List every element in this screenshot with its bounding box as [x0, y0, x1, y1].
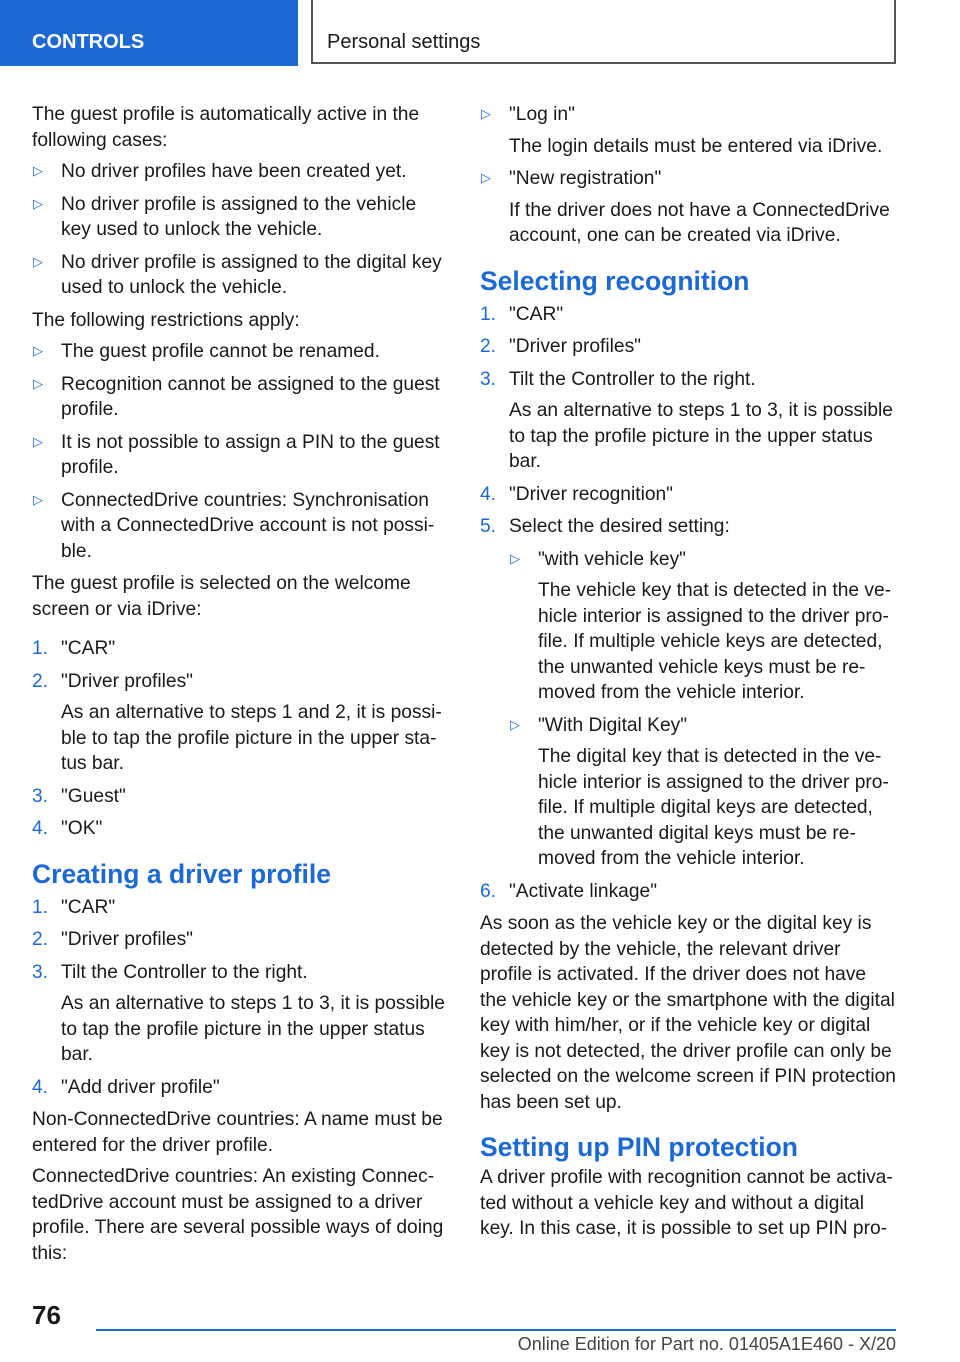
- step-number: 3.: [480, 368, 497, 390]
- bullet-item: ▷ ConnectedDrive countries: Synchronisation with a ConnectedDrive account is not possible.: [32, 488, 450, 565]
- bullet-item: ▷ It is not possible to assign a PIN to the guest profile.: [32, 430, 450, 481]
- step-number: 4.: [32, 1076, 49, 1098]
- step-item: 1. "CAR": [32, 895, 450, 921]
- numbered-list-recognition-steps: [480, 302, 898, 905]
- step-item: 5. Select the desired setting: ▷ "with vehicle key" The vehicle key that is detected in the vehicle interior is assigned to the driver profile. If multiple vehicle keys are detected, the unwanted vehicle keys must be removed from the vehicle interior. ▷ "With Digital Key" The digital key that is detected in the vehicle interior is assigned to the driver profile. If multiple digital keys are detected, the unwanted digital keys must be removed from the vehicle interior.: [480, 514, 898, 872]
- step-note: As an alternative to steps 1 to 3, it is possible to tap the profile picture in the upper status bar.: [61, 993, 445, 1065]
- bullet-item: ▷ "Log in" The login details must be entered via iDrive.: [480, 102, 898, 159]
- bullet-item: ▷ Recognition cannot be assigned to the guest profile.: [32, 372, 450, 423]
- step-number: 2.: [32, 670, 49, 692]
- step-number: 4.: [480, 483, 497, 505]
- right-column: [480, 102, 898, 1248]
- page-header: [0, 0, 960, 66]
- footer-divider: [96, 1329, 896, 1331]
- step-note: As an alternative to steps 1 and 2, it is possible to tap the profile picture in the upper status bar.: [61, 702, 442, 774]
- bullet-item: ▷ The guest profile cannot be renamed.: [32, 339, 450, 365]
- numbered-list-guest-steps: [32, 636, 450, 842]
- paragraph: As soon as the vehicle key or the digital key is detected by the vehicle, the relevant driver profile is activated. If the driver does not have the vehicle key or the smartphone with the digital key with him/her, or if the vehicle key or digital key is not detected, the driver profile can only be selected on the welcome screen if PIN protection has been set up.: [480, 913, 896, 1113]
- step-item: 4. "OK": [32, 816, 450, 842]
- step-number: 1.: [32, 638, 49, 659]
- bullet-list-recognition-settings: [509, 547, 898, 872]
- step-item: 6. "Activate linkage": [480, 879, 898, 905]
- step-item: 4. "Add driver profile": [32, 1075, 450, 1101]
- step-number: 2.: [480, 336, 497, 357]
- bullet-list-restrictions: [32, 339, 450, 564]
- step-number: 4.: [32, 818, 49, 839]
- item-note: The digital key that is detected in the vehicle interior is assigned to the driver profile. If multiple digital keys are detected, the unwanted digital keys must be removed from the vehicle interior.: [538, 746, 889, 869]
- heading-creating-driver-profile: Creating a driver profile: [32, 858, 331, 889]
- step-number: 1.: [480, 303, 497, 325]
- heading-setting-up-pin-protection: Setting up PIN protection: [480, 1132, 798, 1162]
- step-item: 1. "CAR": [480, 302, 898, 328]
- step-item: 2. "Driver profiles": [32, 927, 450, 953]
- paragraph: A driver profile with recognition cannot be activated without a vehicle key and without a digital key. In this case, it is possible to set up PIN pro-: [480, 1167, 893, 1239]
- step-note: As an alternative to steps 1 to 3, it is possible to tap the profile picture in the upper status bar.: [509, 400, 893, 472]
- step-number: 3.: [32, 785, 49, 807]
- footer-edition-text: Online Edition for Part no. 01405A1E460 - X/20: [517, 1334, 896, 1354]
- paragraph: The guest profile is automatically active in the following cases:: [32, 104, 420, 151]
- bullet-item: ▷ "with vehicle key" The vehicle key that is detected in the vehicle interior is assigned to the driver profile. If multiple vehicle keys are detected, the unwanted vehicle keys must be removed from the vehicle interior.: [509, 547, 898, 706]
- bullet-item: ▷ No driver profile is assigned to the digital key used to unlock the vehicle.: [32, 250, 450, 301]
- step-item: 4. "Driver recognition": [480, 482, 898, 508]
- item-note: The vehicle key that is detected in the vehicle interior is assigned to the driver profile. If multiple vehicle keys are detected, the unwanted vehicle keys must be removed from the vehicle interior.: [538, 580, 892, 703]
- bullet-list-registration-ways: [480, 102, 898, 249]
- paragraph: Non-ConnectedDrive countries: A name must be entered for the driver profile.: [32, 1109, 443, 1156]
- bullet-item: ▷ No driver profile is assigned to the vehicle key used to unlock the vehicle.: [32, 192, 450, 243]
- page-number: 76: [32, 1300, 61, 1330]
- paragraph: The guest profile is selected on the welcome screen or via iDrive:: [32, 573, 411, 620]
- topic-title: Personal settings: [311, 0, 896, 64]
- left-column: [32, 102, 450, 1272]
- step-number: 2.: [32, 929, 49, 950]
- paragraph: The following restrictions apply:: [32, 309, 300, 331]
- step-item: 2. "Driver profiles" As an alternative to steps 1 and 2, it is possible to tap the profile picture in the upper status bar.: [32, 669, 450, 777]
- heading-selecting-recognition: Selecting recognition: [480, 265, 750, 296]
- step-number: 3.: [32, 961, 49, 983]
- section-tab: CONTROLS: [0, 0, 298, 66]
- step-number: 6.: [480, 880, 497, 902]
- step-number: 1.: [32, 896, 49, 918]
- step-item: 2. "Driver profiles": [480, 334, 898, 360]
- step-item: 3. Tilt the Controller to the right. As an alternative to steps 1 to 3, it is possible to tap the profile picture in the upper status bar.: [32, 960, 450, 1068]
- step-item: 1. "CAR": [32, 636, 450, 662]
- paragraph: ConnectedDrive countries: An existing ConnectedDrive account must be assigned to a driver profile. There are several possible ways of doing this:: [32, 1166, 444, 1264]
- step-item: 3. Tilt the Controller to the right. As an alternative to steps 1 to 3, it is possible to tap the profile picture in the upper status bar.: [480, 367, 898, 475]
- numbered-list-create-steps: [32, 895, 450, 1101]
- step-item: 3. "Guest": [32, 784, 450, 810]
- item-note: The login details must be entered via iDrive.: [509, 135, 883, 157]
- item-note: If the driver does not have a ConnectedDrive account, one can be created via iDrive.: [509, 199, 890, 246]
- bullet-item: ▷ "With Digital Key" The digital key that is detected in the vehicle interior is assigned to the driver profile. If multiple digital keys are detected, the unwanted digital keys must be removed from the vehicle interior.: [509, 713, 898, 872]
- bullet-item: ▷ No driver profiles have been created yet.: [32, 159, 450, 185]
- bullet-list-guest-cases: [32, 159, 450, 301]
- step-number: 5.: [480, 516, 497, 537]
- bullet-item: ▷ "New registration" If the driver does not have a ConnectedDrive account, one can be created via iDrive.: [480, 166, 898, 249]
